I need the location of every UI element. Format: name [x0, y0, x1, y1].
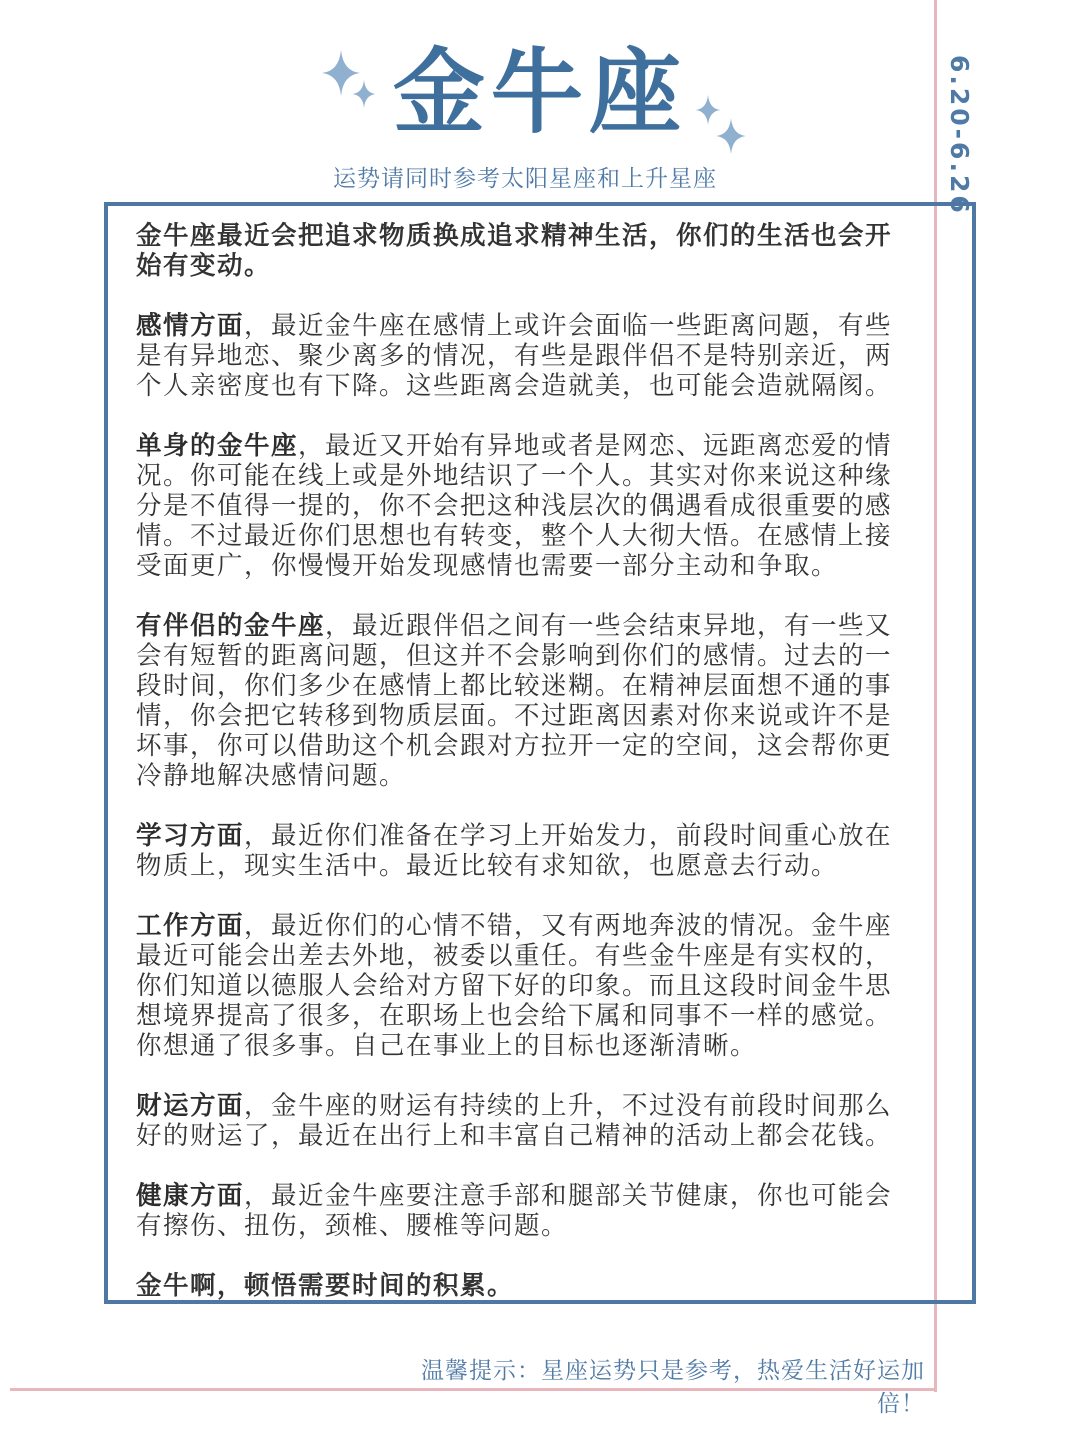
page-title: 金牛座 [392, 39, 687, 146]
wealth-section [136, 1091, 916, 1151]
section-heading: 单身的金牛座 [136, 431, 299, 461]
section-text: ，最近金牛座在感情上或许会面临一些距离问题，有些是有异地恋、聚少离多的情况，有些是跟伴侣不是特别亲近，两个人亲密度也有下降。这些距离会造就美，也可能会造就隔阂。 [136, 311, 893, 401]
horoscope-content [136, 221, 916, 1331]
partnered-section [136, 611, 916, 791]
section-heading: 学习方面 [136, 821, 245, 851]
single-section [136, 431, 916, 581]
closing-line: 金牛啊，顿悟需要时间的积累。 [136, 1271, 515, 1301]
section-heading: 工作方面 [136, 911, 245, 941]
section-text: ，金牛座的财运有持续的上升，不过没有前段时间那么好的财运了，最近在出行上和丰富自己精神的活动上都会花钱。 [136, 1091, 893, 1151]
section-text: ，最近跟伴侣之间有一些会结束异地，有一些又会有短暂的距离问题，但这并不会影响到你们的感情。过去的一段时间，你们多少在感情上都比较迷糊。在精神层面想不通的事情，你会把它转移到物质层面。不过距离因素对你来说或许不是坏事，你可以借助这个机会跟对方拉开一定的空间，这会帮你更冷静地解决感情问题。 [136, 611, 893, 791]
section-text: ，最近金牛座要注意手部和腿部关节健康，你也可能会有擦伤、扭伤，颈椎、腰椎等问题。 [136, 1181, 893, 1241]
section-heading: 财运方面 [136, 1091, 245, 1121]
section-heading: 有伴侣的金牛座 [136, 611, 326, 641]
work-section [136, 911, 916, 1061]
health-section [136, 1181, 916, 1241]
love-section [136, 311, 916, 401]
intro-paragraph: 金牛座最近会把追求物质换成追求精神生活，你们的生活也会开始有变动。 [136, 221, 893, 281]
sparkle-icon [716, 118, 746, 154]
section-text: ，最近你们的心情不错，又有两地奔波的情况。金牛座最近可能会出差去外地，被委以重任。有些金牛座是有实权的，你们知道以德服人会给对方留下好的印象。而且这段时间金牛思想境界提高了很多，在职场上也会给下属和同事不一样的感觉。你想通了很多事。自己在事业上的目标也逐渐清晰。 [136, 911, 893, 1061]
date-range: 6.20-6.26 [945, 55, 974, 216]
footer-tip: 温馨提示：星座运势只是参考，热爱生活好运加倍！ [421, 1358, 925, 1417]
subtitle: 运势请同时参考太阳星座和上升星座 [333, 166, 717, 192]
study-section [136, 821, 916, 881]
section-text: ，最近又开始有异地或者是网恋、远距离恋爱的情况。你可能在线上或是外地结识了一个人。其实对你来说这种缘分是不值得一提的，你不会把这种浅层次的偶遇看成很重要的感情。不过最近你们思想也有转变，整个人大彻大悟。在感情上接受面更广，你慢慢开始发现感情也需要一部分主动和争取。 [136, 431, 893, 581]
section-text: ，最近你们准备在学习上开始发力，前段时间重心放在物质上，现实生活中。最近比较有求知欲，也愿意去行动。 [136, 821, 893, 881]
section-heading: 感情方面 [136, 311, 245, 341]
section-heading: 健康方面 [136, 1181, 245, 1211]
